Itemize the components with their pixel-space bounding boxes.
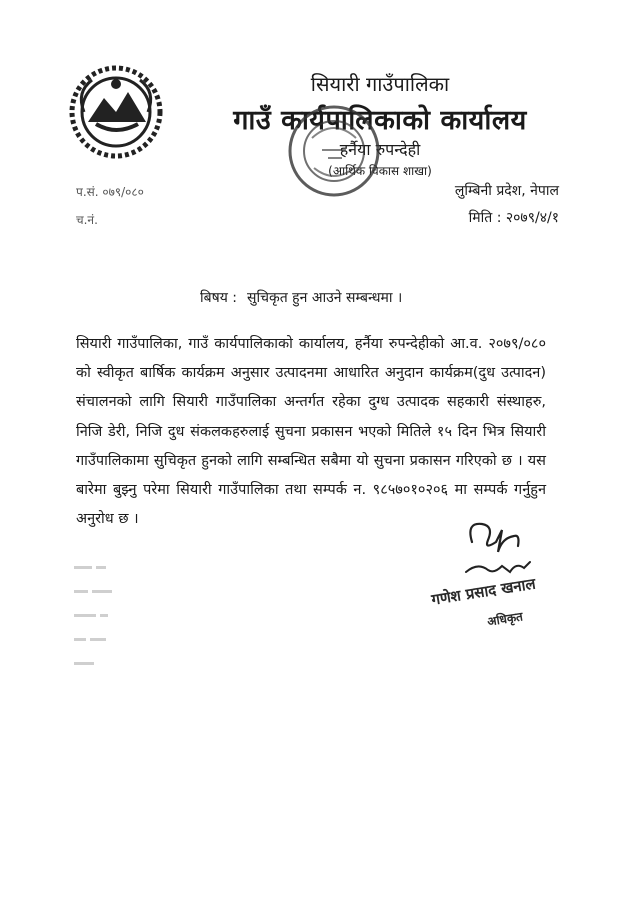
office-stamp-icon [282, 98, 386, 204]
officer-title: अधिकृत [486, 609, 524, 629]
notice-date: मिति : २०७९/४/१ [468, 210, 559, 226]
office-name: गाउँ कार्यपालिकाको कार्यालय [233, 105, 527, 136]
dispatch-number: च.नं. [76, 213, 98, 227]
notice-body: सियारी गाउँपालिका, गाउँ कार्यपालिकाको कार्यालय, हर्नैया रुपन्देहीको आ.व. २०७९/०८० को स्वीकृत बार्षिक कार्यक्रम अनुसार उत्पादनमा आधारित अनुदान कार्यक्रम(दुध उत्पादन) संचालनको लागि सियारी गाउँपालिका अन्तर्गत रहेका दुग्ध उत्पादक सहकारी संस्थाहरु, निजि डेरी, निजि दुध संकलकहरुलाई सुचना प्रकासन भएको मितिले १५ दिन भित्र सियारी गाउँपालिकामा सुचिकृत हुनको लागि सम्बन्धित सबैमा यो सुचना प्रकासन गरिएको छ । यस बारेमा बुझ्नु परेमा सियारी गाउँपालिका तथा सम्पर्क न. ९८५७०१०२०६ मा सम्पर्क गर्नुहुन अनुरोध छ । [76, 336, 546, 528]
officer-name: गणेश प्रसाद खनाल [430, 574, 537, 609]
municipality-emblem-icon [66, 62, 166, 162]
municipality-name: सियारी गाउँपालिका [310, 72, 450, 96]
province-address: लुम्बिनी प्रदेश, नेपाल [454, 183, 559, 199]
section-name: (आर्थिक विकास शाखा) [328, 164, 432, 178]
bleed-through-marks [70, 560, 130, 680]
subject-text: सुचिकृत हुन आउने सम्बन्धमा । [247, 290, 403, 306]
office-location: हर्नैया रुपन्देही [339, 140, 421, 159]
subject-label: बिषय : [200, 290, 237, 306]
subject-line [200, 288, 402, 307]
signature-icon [458, 512, 548, 582]
reference-number: प.सं. ०७९/०८० [76, 185, 144, 199]
